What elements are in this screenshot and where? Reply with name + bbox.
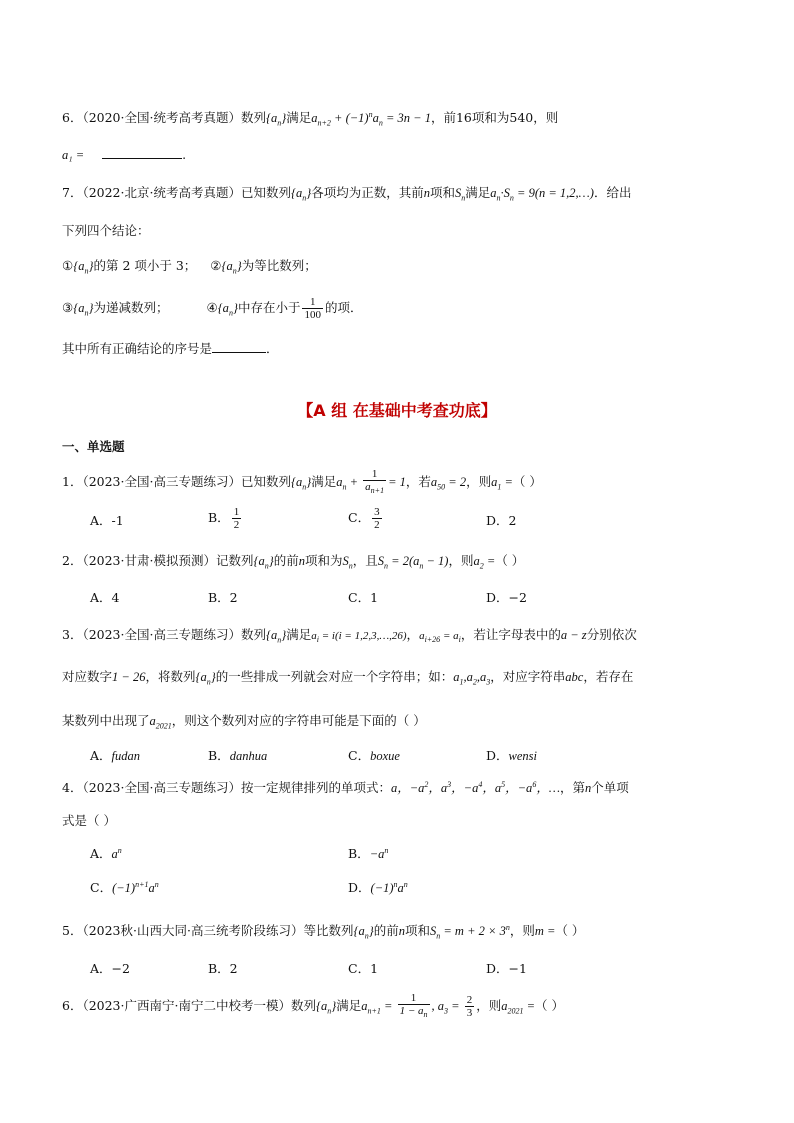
q4-option-d[interactable]: D．$(-1)^na^n$ [348,879,408,895]
q3-option-b[interactable]: B．danhua [208,748,268,763]
question-1: 1．（2023·全国·高三专题练习）已知数列$\{a_n\}$满足$a_n$ + $\frac{1}{a_{n+1}}$ = 1，若$a_{50} = 2$，则$a_1$ =（ ） [62,468,542,496]
question-4-line2: 式是（ ） [62,813,116,828]
question-6: 6．（2023·广西南宁·南宁二中校考一模）数列$\{a_n\}$满足$a_{n+1}$ = $\frac{1}{1 - a_n}$ , $a_3$ = $\frac{2}{3}$ ，则$a_{2021}$ =（ ） [62,992,565,1020]
q4-option-b[interactable]: B．$-a^n$ [348,845,389,861]
question-7-2022-choices-1-2: $①\{a_n\}$的第 2 项小于 3； $②\{a_n\}$为等比数列； [62,258,317,276]
question-3: 3．（2023·全国·高三专题练习）数列$\{a_n\}$满足$a_i = i(i$ = 1,2,3,…,26)，$a_{i+26} = a_i$，若让字母表中的a − z分别依次 [62,627,637,645]
q2-option-b[interactable]: B．2 [208,590,238,605]
q2-option-a[interactable]: A．4 [90,590,120,605]
question-3-line2: 对应数字1 − 26，将数列$\{a_n\}$的一些排成一列就会对应一个字符串；如：$a_1,a_2,a_3$，对应字符串abc，若存在 [62,669,634,687]
q4-option-a[interactable]: A．$a^n$ [90,845,122,861]
answer-blank[interactable] [212,352,266,353]
section-title: 【A 组 在基础中考查功底】 [297,401,497,420]
q1-option-c[interactable]: C． $\frac{3}{2}$ [348,506,380,531]
q1-option-a[interactable]: A．-1 [90,513,124,528]
question-5: 5．（2023秋·山西大同·高三统考阶段练习）等比数列$\{a_n\}$的前n项和$S_n = m + 2 \times 3^n$，则m =（ ） [62,922,585,941]
answer-blank[interactable] [102,158,182,159]
question-2: 2．（2023·甘肃·模拟预测）记数列$\{a_n\}$的前n项和为$S_n$，且$S_n = 2(a_n - 1)$，则$a_2$ =（ ） [62,553,525,571]
question-7-2022-choices-3-4: $③\{a_n\}$为递减数列； $④\{a_n\}$中存在小于 $\frac{1}{100}$ 的项． [62,296,363,321]
q3-option-a[interactable]: A．fudan [90,748,141,763]
q5-option-c[interactable]: C．1 [348,961,379,976]
q5-option-a[interactable]: A．−2 [90,961,130,976]
q3-option-d[interactable]: D．wensi [486,748,538,763]
q4-option-c[interactable]: C．$(-1)^{n+1}a^n$ [90,879,159,895]
part-label: 一、单选题 [62,439,125,454]
question-6-2020: 6．（2020·全国·统考高考真题）数列$\{a_n\}$满足$a_{n+2} + (-1)^na_n = 3n - 1$，前16项和为540，则 [62,109,559,128]
q5-option-d[interactable]: D．−1 [486,961,527,976]
question-3-line3: 某数列中出现了$a_{2021}$，则这个数列对应的字符串可能是下面的（ ） [62,713,426,731]
question-4: 4．（2023·全国·高三专题练习）按一定规律排列的单项式：a，$-a^2$，$a^3$，$-a^4$，$a^5$，$-a^6$，…，第n个单项 [62,779,629,795]
question-6-2020-answer-line: a₁ = . [62,147,187,162]
question-7-2022-line2: 下列四个结论： [62,223,150,238]
question-7-2022: 7．（2022·北京·统考高考真题）已知数列$\{a_n\}$各项均为正数，其前n项和$S_n$满足$a_n\cdot S_n = 9(n$ = 1,2,…)．给出 [62,185,632,203]
q1-option-d[interactable]: D．2 [486,513,517,528]
q2-option-d[interactable]: D．−2 [486,590,527,605]
question-7-2022-ask: 其中所有正确结论的序号是 ． [62,341,279,356]
q1-option-b[interactable]: B． $\frac{1}{2}$ [208,506,240,531]
q2-option-c[interactable]: C．1 [348,590,379,605]
q3-option-c[interactable]: C．boxue [348,748,400,763]
q5-option-b[interactable]: B．2 [208,961,238,976]
